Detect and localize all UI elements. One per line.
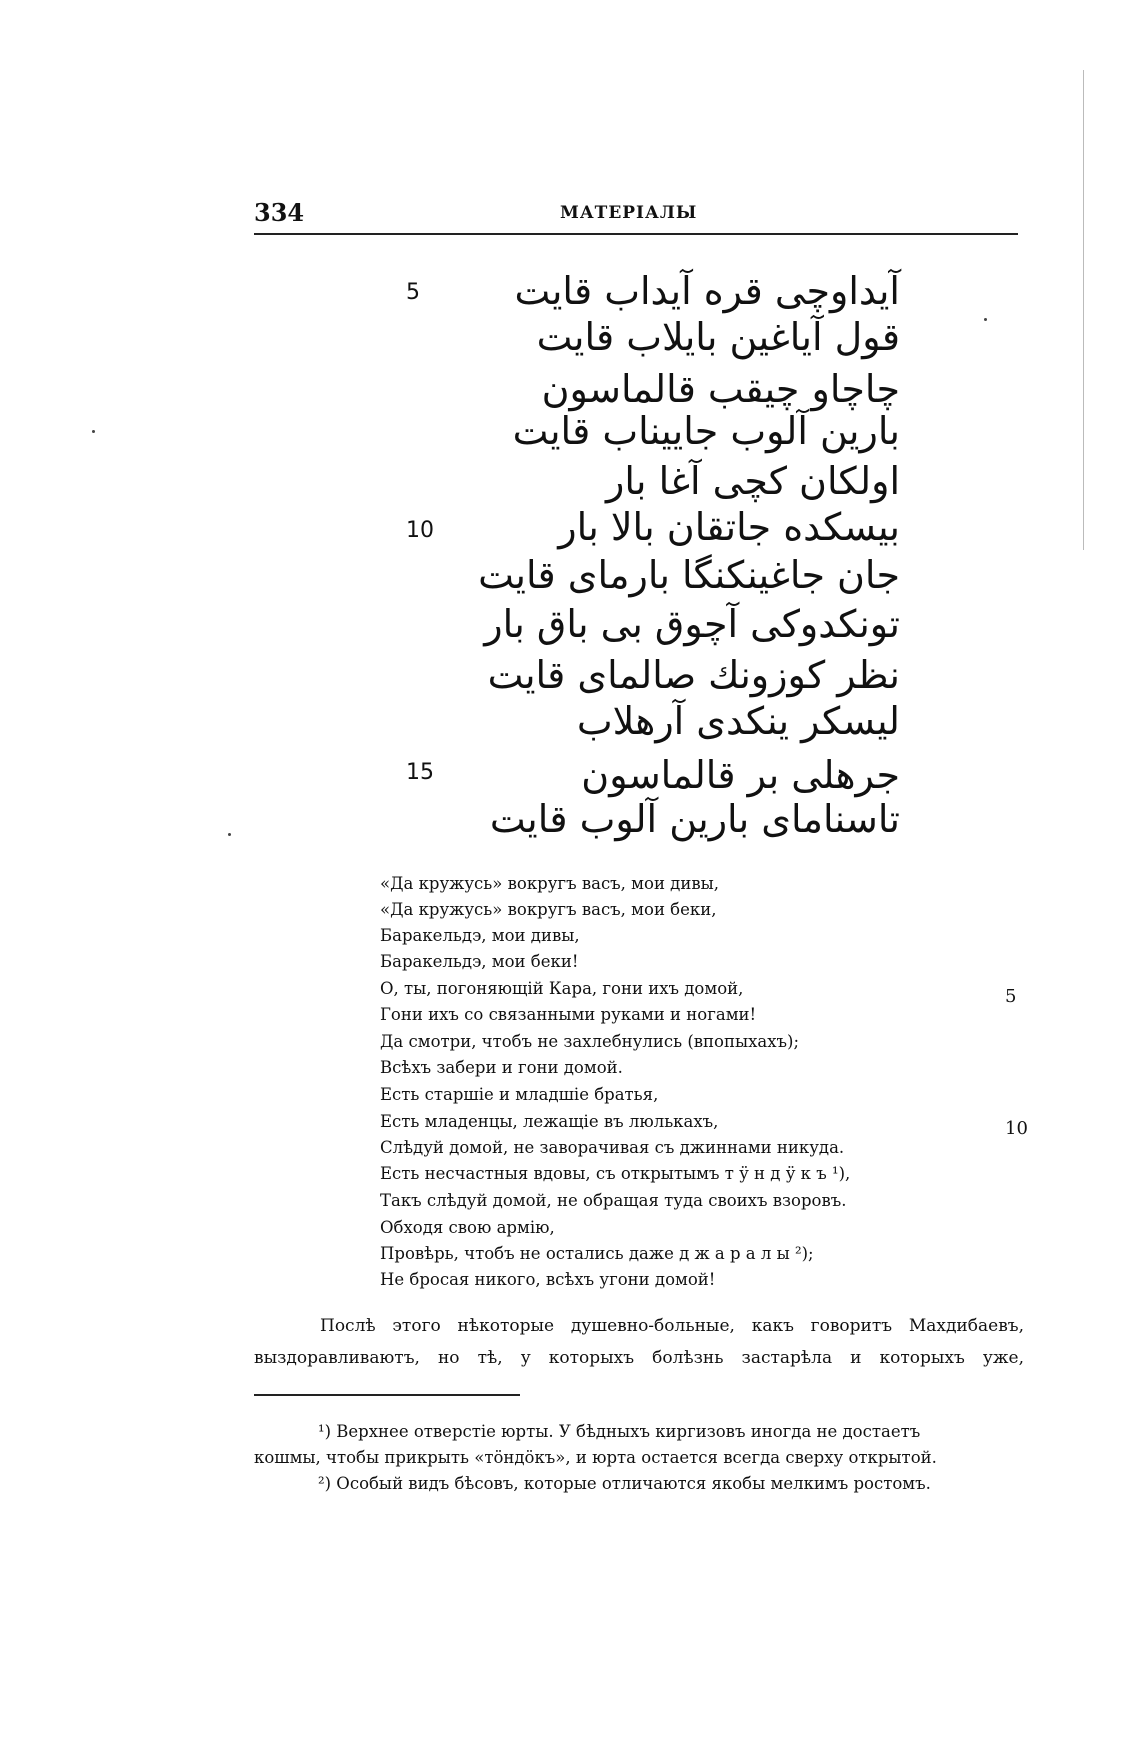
verse-line: «Да кружусь» вокругъ васъ, мои дивы, xyxy=(380,874,720,893)
page-edge-shadow xyxy=(1083,70,1084,550)
arabic-line: اولکان کچی آغا بار xyxy=(606,459,900,503)
verse-line: Провѣрь, чтобъ не остались даже д ж а р а л ы ²); xyxy=(380,1244,814,1263)
paragraph-line: выздоравливаютъ, но тѣ, у которыхъ болѣзнь застарѣла и которыхъ уже, xyxy=(254,1348,1024,1368)
footnote-1-continued: кошмы, чтобы прикрыть «тӧндӧкъ», и юрта остается всегда сверху открытой. xyxy=(254,1448,937,1467)
verse-line-number: 5 xyxy=(406,280,420,305)
verse-line-number: 10 xyxy=(1005,1118,1028,1139)
verse-line: О, ты, погоняющій Кара, гони ихъ домой, xyxy=(380,979,744,998)
arabic-line: تونکدوکی آچوق بی باق بار xyxy=(484,602,900,646)
arabic-line: آیداوچی قره آیداب قایت xyxy=(514,269,900,313)
scan-speck xyxy=(984,318,987,321)
page-number: 334 xyxy=(254,198,305,227)
verse-line: «Да кружусь» вокругъ васъ, мои беки, xyxy=(380,900,717,919)
arabic-line: بیسکده جاتقان بالا بار xyxy=(558,505,900,549)
verse-line: Такъ слѣдуй домой, не обращая туда своихъ взоровъ. xyxy=(380,1191,847,1210)
header-rule xyxy=(254,233,1018,235)
verse-line: Есть младенцы, лежащіе въ люлькахъ, xyxy=(380,1112,719,1131)
body-paragraph xyxy=(254,1310,1024,1374)
verse-line: Слѣдуй домой, не заворачивая съ джиннами никуда. xyxy=(380,1138,845,1157)
arabic-line: بارین آلوب جاییناب قایت xyxy=(512,409,900,453)
verse-line: Обходя свою армію, xyxy=(380,1218,555,1237)
verse-line: Есть старшіе и младшіе братья, xyxy=(380,1085,659,1104)
verse-line: Есть несчастныя вдовы, съ открытымъ т ӱ н д ӱ к ъ ¹), xyxy=(380,1164,851,1183)
footnote-1: ¹) Верхнее отверстіе юрты. У бѣдныхъ киргизовъ иногда не достаетъ xyxy=(318,1422,921,1441)
arabic-line: نظر کوزونك صالمای قایت xyxy=(487,653,900,697)
verse-line: Всѣхъ забери и гони домой. xyxy=(380,1058,623,1077)
scan-speck xyxy=(228,833,231,836)
scan-speck xyxy=(92,430,95,433)
arabic-line: تاسنامای بارین آلوب قایت xyxy=(489,797,900,841)
footnote-2: ²) Особый видъ бѣсовъ, которые отличаются якобы мелкимъ ростомъ. xyxy=(318,1474,931,1493)
verse-line: Не бросая никого, всѣхъ угони домой! xyxy=(380,1270,716,1289)
verse-line: Баракельдэ, мои беки! xyxy=(380,952,579,971)
verse-line-number: 5 xyxy=(1005,986,1017,1007)
verse-line: Гони ихъ со связанными руками и ногами! xyxy=(380,1005,757,1024)
verse-line-number: 10 xyxy=(406,518,434,543)
verse-line: Баракельдэ, мои дивы, xyxy=(380,926,580,945)
verse-line: Да смотри, чтобъ не захлебнулись (впопыхахъ); xyxy=(380,1032,800,1051)
footnote-rule xyxy=(254,1394,520,1396)
verse-line-number: 15 xyxy=(406,760,434,785)
arabic-line: جرهلی بر قالماسون xyxy=(581,753,900,797)
arabic-line: قول آیاغین بایلاب قایت xyxy=(536,315,900,359)
paragraph-line: Послѣ этого нѣкоторые душевно-больные, какъ говоритъ Махдибаевъ, xyxy=(320,1316,1024,1336)
arabic-line: جان جاغینکنگا بارمای قایت xyxy=(478,553,900,597)
arabic-line: لیسکر ینکدی آرهلاب xyxy=(576,699,900,743)
arabic-line: چاچاو چیقب قالماسون xyxy=(541,367,900,411)
running-title: МАТЕРІАЛЫ xyxy=(560,203,698,223)
